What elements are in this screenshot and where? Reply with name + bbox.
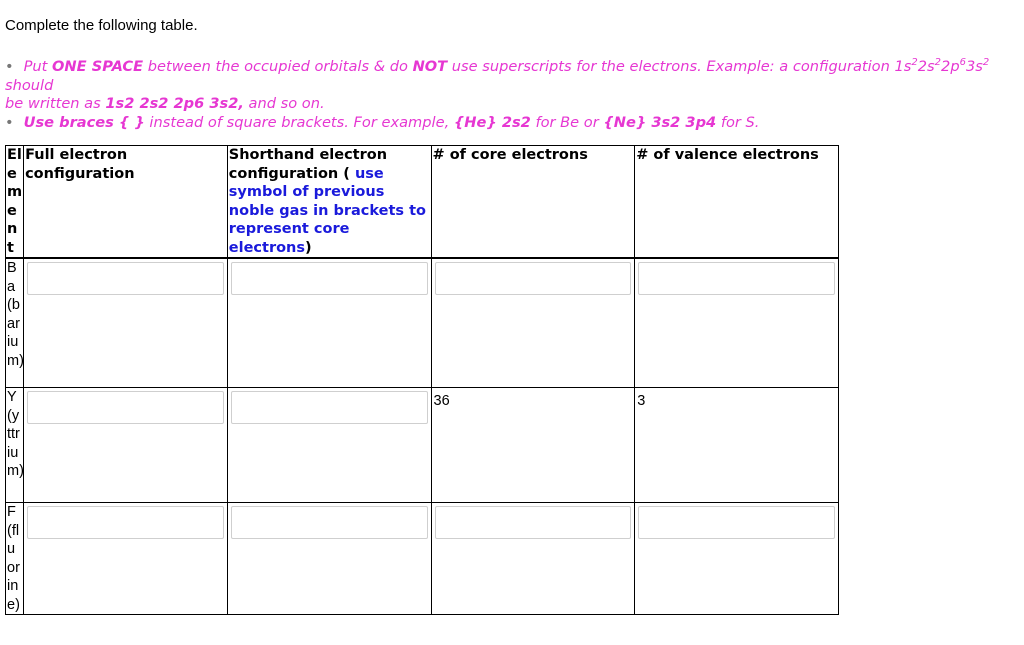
header-element: Element — [6, 146, 24, 259]
header-valence-electrons: # of valence electrons — [635, 146, 839, 259]
table-row-barium — [6, 258, 839, 388]
core-electrons-input[interactable] — [435, 262, 632, 295]
table-row-yttrium — [6, 388, 839, 503]
valence-electrons-value: 3 — [635, 388, 839, 503]
full-config-cell — [24, 388, 228, 503]
note-1: • Put ONE SPACE between the occupied orbitals & do NOT use superscripts for the electrons. Example: a configuration $1s^22s^22p^63s^2$ should be written as 1s2 2s2 2p6 3s2, and so on. — [5, 57, 990, 112]
element-name: Ba (barium) — [6, 258, 24, 388]
full-config-input[interactable] — [27, 391, 224, 424]
header-core-electrons: # of core electrons — [431, 146, 635, 259]
note-2: • Use braces { } instead of square brackets. For example, {He} 2s2 for Be or {Ne} 3s2 3p4 for S. — [5, 113, 760, 131]
full-config-input[interactable] — [27, 506, 224, 539]
valence-electrons-cell — [635, 258, 839, 388]
full-config-cell — [24, 503, 228, 615]
header-full-configuration: Full electron configuration — [24, 146, 228, 259]
shorthand-config-input[interactable] — [231, 506, 428, 539]
shorthand-config-cell — [227, 503, 431, 615]
element-name: Y (yttrium) — [6, 388, 24, 503]
valence-electrons-cell — [635, 503, 839, 615]
element-name: F (fluorine) — [6, 503, 24, 615]
table-row-fluorine — [6, 503, 839, 615]
core-electrons-cell — [431, 258, 635, 388]
bullet-icon: • — [5, 113, 14, 131]
shorthand-config-input[interactable] — [231, 262, 428, 295]
valence-electrons-input[interactable] — [638, 262, 835, 295]
shorthand-config-cell — [227, 258, 431, 388]
shorthand-config-input[interactable] — [231, 391, 428, 424]
header-shorthand-configuration: Shorthand electron configuration ( use symbol of previous noble gas in brackets to represent core electrons) — [227, 146, 431, 259]
instruction-notes — [5, 58, 1010, 132]
full-config-cell — [24, 258, 228, 388]
core-electrons-cell — [431, 503, 635, 615]
core-electrons-value: 36 — [431, 388, 635, 503]
valence-electrons-input[interactable] — [638, 506, 835, 539]
bullet-icon: • — [5, 58, 14, 75]
full-config-input[interactable] — [27, 262, 224, 295]
shorthand-config-cell — [227, 388, 431, 503]
electron-configuration-table — [5, 145, 839, 615]
core-electrons-input[interactable] — [435, 506, 632, 539]
instructions-title: Complete the following table. — [5, 17, 198, 34]
